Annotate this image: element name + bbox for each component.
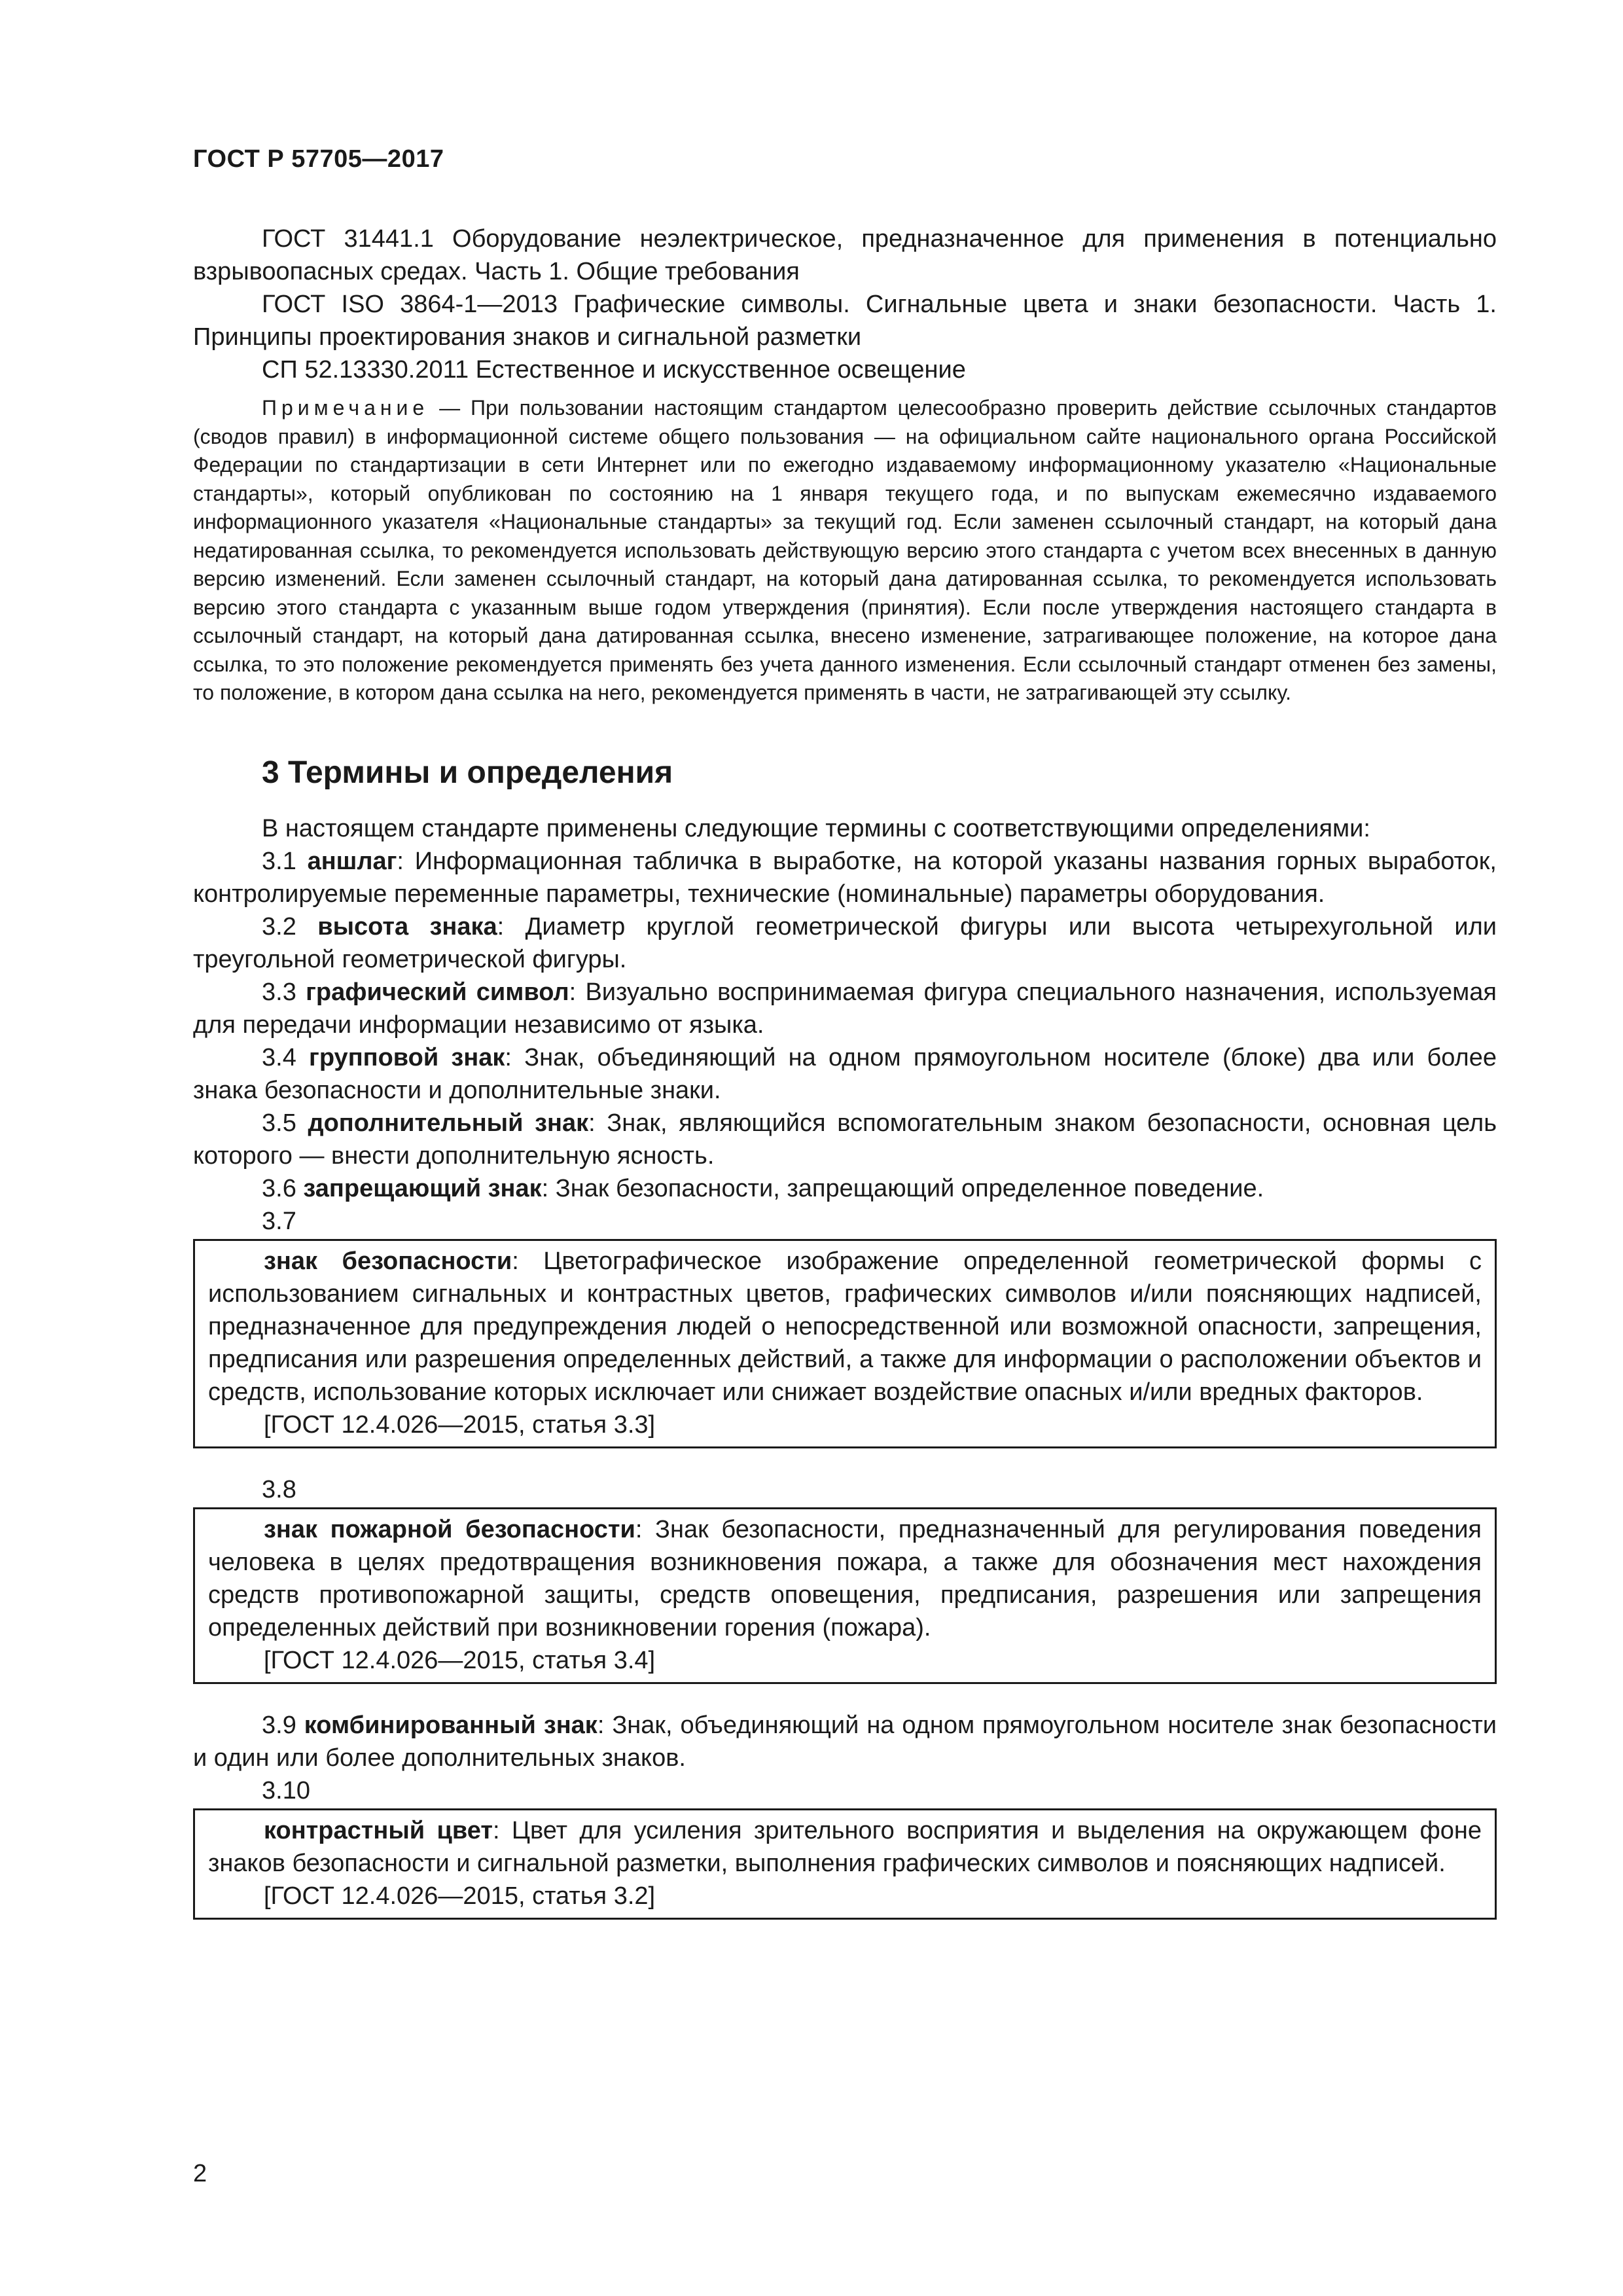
term-3-8 xyxy=(208,1513,1482,1644)
term-number: 3.2 xyxy=(262,912,318,941)
term-definition: : Диаметр круглой геометрической фигуры или высота четырехугольной или треугольной геометрической фигуры. xyxy=(193,912,1497,973)
term-number: 3.4 xyxy=(262,1043,310,1071)
term-3-7 xyxy=(208,1245,1482,1408)
term-definition: : Цветографическое изображение определенной геометрической формы с использованием сигнальных и контрастных цветов, графических символов и/или поясняющих надписей, предназначенное для предупреждения людей о непосредственной или возможной опасности, запрещения, предписания или разрешения определенных действий, а также для информации о расположении объектов и средств, использование которых исключает или снижает воздействие опасных и/или вредных факторов. xyxy=(208,1247,1482,1406)
term-definition: : Знак, объединяющий на одном прямоугольном носителе знак безопасности и один или более дополнительных знаков. xyxy=(193,1711,1497,1772)
page-number: 2 xyxy=(193,2160,207,2187)
term-definition: : Знак, являющийся вспомогательным знаком безопасности, основная цель которого — внести дополнительную ясность. xyxy=(193,1109,1497,1170)
term-3-10-box xyxy=(193,1808,1497,1920)
term-source-reference: [ГОСТ 12.4.026—2015, статья 3.3] xyxy=(264,1410,656,1439)
term-definition: : Знак, объединяющий на одном прямоугольном носителе (блоке) два или более знака безопасности и дополнительные знаки. xyxy=(193,1043,1497,1104)
term-3-2 xyxy=(193,910,1497,976)
term-name: групповой знак xyxy=(309,1043,505,1071)
term-3-8-box xyxy=(193,1507,1497,1684)
document-header: ГОСТ Р 57705—2017 xyxy=(193,145,444,173)
term-name: аншлаг xyxy=(307,847,397,875)
term-number: 3.9 xyxy=(262,1711,304,1739)
term-number: 3.3 xyxy=(262,978,306,1006)
reference-sp-52: СП 52.13330.2011 Естественное и искусственное освещение xyxy=(262,356,966,384)
term-number: 3.6 xyxy=(262,1174,304,1202)
term-name: комбинированный знак xyxy=(304,1711,597,1739)
term-name: контрастный цвет xyxy=(264,1816,493,1844)
term-name: знак безопасности xyxy=(264,1247,512,1275)
note-paragraph xyxy=(193,394,1497,708)
term-3-1 xyxy=(193,845,1497,910)
term-name: знак пожарной безопасности xyxy=(264,1515,635,1543)
term-definition: : Цвет для усиления зрительного восприятия и выделения на окружающем фоне знаков безопасности и сигнальной разметки, выполнения графических символов и поясняющих надписей. xyxy=(208,1816,1482,1877)
term-3-7-number: 3.7 xyxy=(262,1207,296,1235)
note-label: Примечание xyxy=(262,396,429,420)
term-3-3 xyxy=(193,976,1497,1041)
term-name: высота знака xyxy=(317,912,497,941)
term-definition: : Информационная табличка в выработке, на которой указаны названия горных выработок, контролируемые переменные параметры, технические (номинальные) параметры оборудования. xyxy=(193,847,1497,908)
term-name: графический символ xyxy=(306,978,569,1006)
term-3-10-number: 3.10 xyxy=(262,1776,310,1804)
reference-gost-31441: ГОСТ 31441.1 Оборудование неэлектрическое, предназначенное для применения в потенциально взрывоопасных средах. Часть 1. Общие требования xyxy=(193,225,1497,285)
term-3-6 xyxy=(193,1172,1497,1205)
section-title: 3 Термины и определения xyxy=(262,755,673,790)
section-intro: В настоящем стандарте применены следующие термины с соответствующими определениями: xyxy=(262,814,1370,842)
term-source-reference: [ГОСТ 12.4.026—2015, статья 3.4] xyxy=(264,1646,656,1674)
term-3-5 xyxy=(193,1107,1497,1172)
term-3-8-number: 3.8 xyxy=(262,1475,296,1503)
term-3-9 xyxy=(193,1709,1497,1774)
term-definition: : Знак безопасности, запрещающий определенное поведение. xyxy=(541,1174,1264,1202)
reference-gost-iso-3864: ГОСТ ISO 3864-1—2013 Графические символы. Сигнальные цвета и знаки безопасности. Часть 1. Принципы проектирования знаков и сигнальной разметки xyxy=(193,291,1497,351)
term-name: дополнительный знак xyxy=(308,1109,589,1137)
term-3-7-box xyxy=(193,1239,1497,1448)
term-definition: : Визуально воспринимаемая фигура специального назначения, используемая для передачи информации независимо от языка. xyxy=(193,978,1497,1039)
page-content xyxy=(193,223,1497,1920)
term-number: 3.1 xyxy=(262,847,308,875)
term-3-10 xyxy=(208,1814,1482,1880)
term-3-4 xyxy=(193,1041,1497,1107)
term-source-reference: [ГОСТ 12.4.026—2015, статья 3.2] xyxy=(264,1882,656,1910)
term-definition: : Знак безопасности, предназначенный для регулирования поведения человека в целях предотвращения возникновения пожара, а также для обозначения мест нахождения средств противопожарной защиты, средств оповещения, предписания, разрешения или запрещения определенных действий при возникновении горения (пожара). xyxy=(208,1515,1482,1641)
term-name: запрещающий знак xyxy=(303,1174,542,1202)
term-number: 3.5 xyxy=(262,1109,308,1137)
note-text: — При пользовании настоящим стандартом целесообразно проверить действие ссылочных стандартов (сводов правил) в информационной системе общего пользования — на официальном сайте национального органа Российской Федерации по стандартизации в сети Интернет или по ежегодно издаваемому информационному указателю «Национальные стандарты», который опубликован по состоянию на 1 января текущего года, и по выпускам ежемесячно издаваемого информационного указателя «Национальные стандарты» за текущий год. Если заменен ссылочный стандарт, на который дана недатированная ссылка, то рекомендуется использовать действующую версию этого стандарта с учетом всех внесенных в данную версию изменений. Если заменен ссылочный стандарт, на который дана датированная ссылка, то рекомендуется использовать версию этого стандарта с указанным выше годом утверждения (принятия). Если после утверждения настоящего стандарта в ссылочный стандарт, на который дана датированная ссылка, внесено изменение, затрагивающее положение, на которое дана ссылка, то это положение рекомендуется применять без учета данного изменения. Если ссылочный стандарт отменен без замены, то положение, в котором дана ссылка на него, рекомендуется применять в части, не затрагивающей эту ссылку. xyxy=(193,396,1497,704)
